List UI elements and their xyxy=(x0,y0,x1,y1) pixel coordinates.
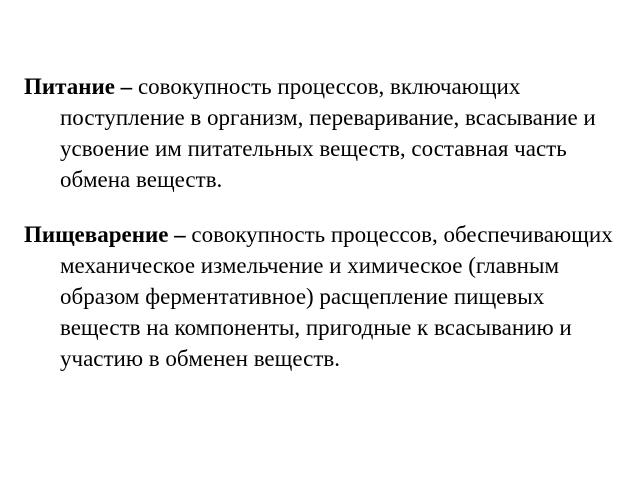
definition-term: Питание – xyxy=(24,74,133,99)
definition-nutrition xyxy=(24,71,626,195)
definition-text: совокупность процессов, включающих поступление в организм, переваривание, всасывание и усвоение им питательных веществ, составная часть обмена веществ. xyxy=(60,74,596,192)
definition-term: Пищеварение – xyxy=(24,222,186,247)
definition-digestion xyxy=(24,219,626,374)
definition-text: совокупность процессов, обеспечивающих механическое измельчение и химическое (главным образом ферментативное) расщепление пищевых веществ на компоненты, пригодные к всасыванию и участию в обменен веществ. xyxy=(60,222,613,371)
